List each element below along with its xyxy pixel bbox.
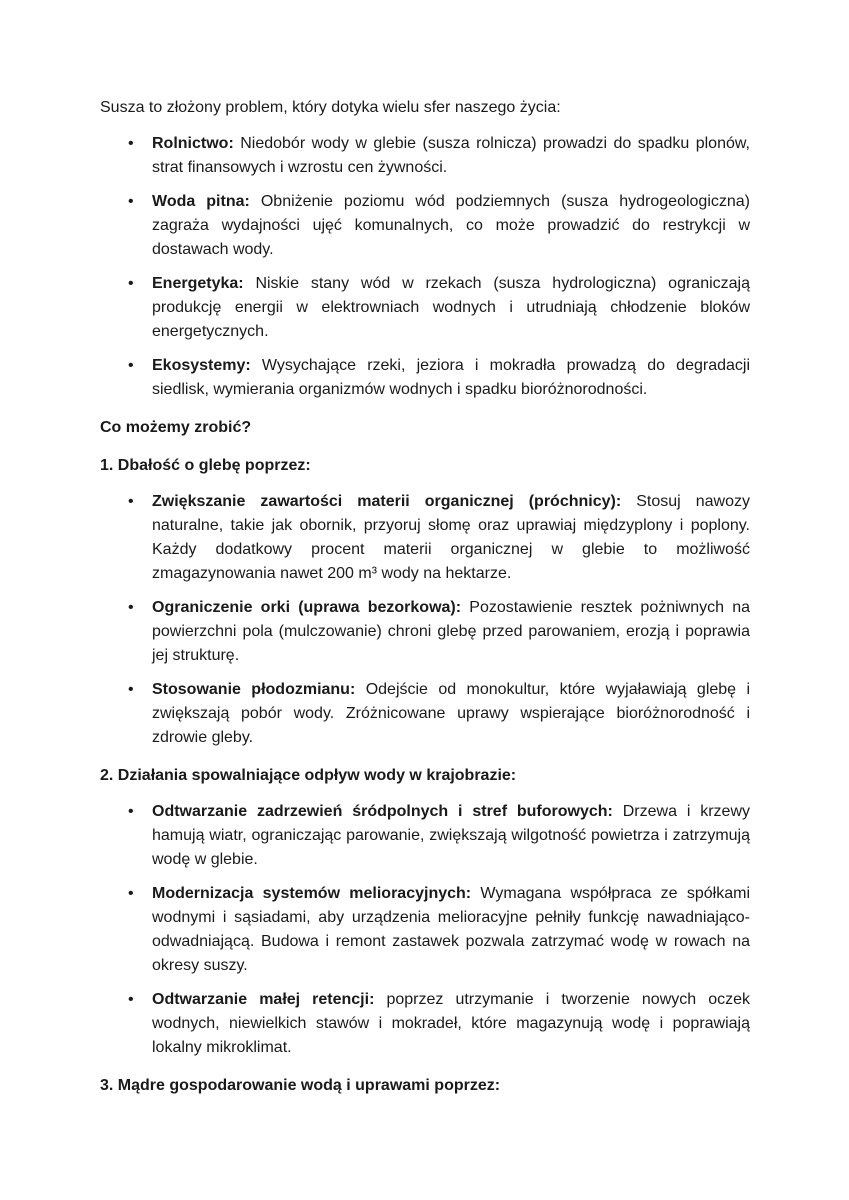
- bullet-text: poprzez utrzymanie i tworzenie nowych oczek wodnych, niewielkich stawów i mokradeł, które magazynują wodę i poprawiają lokalny mikroklimat.: [152, 991, 750, 1056]
- list-item: [152, 800, 750, 872]
- impact-list: [100, 132, 750, 402]
- bullet-lead: Ograniczenie orki (uprawa bezorkowa):: [152, 599, 462, 616]
- list-item: [152, 882, 750, 978]
- heading-what-can-we-do: Co możemy zrobić?: [100, 419, 252, 436]
- bullet-lead: Odtwarzanie zadrzewień śródpolnych i stref buforowych:: [152, 803, 613, 820]
- bullet-text: Niskie stany wód w rzekach (susza hydrologiczna) ograniczają produkcję energii w elektrowniach wodnych i utrudniają chłodzenie bloków energetycznych.: [152, 275, 751, 340]
- list-item: [152, 490, 750, 586]
- list-item: [152, 190, 750, 262]
- intro-paragraph: Susza to złożony problem, który dotyka wielu sfer naszego życia:: [100, 99, 561, 116]
- bullet-lead: Rolnictwo:: [152, 135, 234, 152]
- section-1-heading: 1. Dbałość o glebę poprzez:: [100, 457, 311, 474]
- bullet-text: Pozostawienie resztek pożniwnych na powierzchni pola (mulczowanie) chroni glebę przed parowaniem, erozją i poprawia jej strukturę.: [152, 599, 751, 664]
- bullet-text: Obniżenie poziomu wód podziemnych (susza hydrogeologiczna) zagraża wydajności ujęć komunalnych, co może prowadzić do restrykcji w dostawach wody.: [152, 193, 750, 258]
- bullet-text: Odejście od monokultur, które wyjaławiają glebę i zwiększają pobór wody. Zróżnicowane uprawy wspierające bioróżnorodność i zdrowie gleby.: [152, 681, 751, 746]
- bullet-text: Drzewa i krzewy hamują wiatr, ograniczając parowanie, zwiększają wilgotność powietrza i zatrzymują wodę w glebie.: [152, 803, 751, 868]
- list-item: [152, 988, 750, 1060]
- bullet-text: Stosuj nawozy naturalne, takie jak obornik, przyoruj słomę oraz uprawiaj międzyplony i poplony. Każdy dodatkowy procent materii organicznej w glebie to możliwość zmagazynowania nawet 200 m³ wody na hektarze.: [152, 493, 750, 582]
- list-item: [152, 596, 750, 668]
- section-2-heading: 2. Działania spowalniające odpływ wody w krajobrazie:: [100, 767, 517, 784]
- bullet-lead: Zwiększanie zawartości materii organicznej (próchnicy):: [152, 493, 622, 510]
- list-item: [152, 132, 750, 180]
- bullet-lead: Stosowanie płodozmianu:: [152, 681, 356, 698]
- section-1-list: [100, 490, 750, 750]
- list-item: [152, 272, 750, 344]
- section-2-list: [100, 800, 750, 1060]
- section-3-heading: 3. Mądre gospodarowanie wodą i uprawami poprzez:: [100, 1077, 501, 1094]
- bullet-text: Wymagana współpraca ze spółkami wodnymi i sąsiadami, aby urządzenia melioracyjne pełniły funkcję nawadniająco-odwadniającą. Budowa i remont zastawek pozwala zatrzymać wodę w rowach na okresy suszy.: [152, 885, 750, 974]
- bullet-lead: Odtwarzanie małej retencji:: [152, 991, 375, 1008]
- bullet-text: Niedobór wody w glebie (susza rolnicza) prowadzi do spadku plonów, strat finansowych i wzrostu cen żywności.: [152, 135, 750, 176]
- bullet-lead: Ekosystemy:: [152, 357, 251, 374]
- bullet-lead: Woda pitna:: [152, 193, 250, 210]
- bullet-text: Wysychające rzeki, jeziora i mokradła prowadzą do degradacji siedlisk, wymierania organizmów wodnych i spadku bioróżnorodności.: [152, 357, 750, 398]
- list-item: [152, 678, 750, 750]
- list-item: [152, 354, 750, 402]
- bullet-lead: Energetyka:: [152, 275, 244, 292]
- bullet-lead: Modernizacja systemów melioracyjnych:: [152, 885, 472, 902]
